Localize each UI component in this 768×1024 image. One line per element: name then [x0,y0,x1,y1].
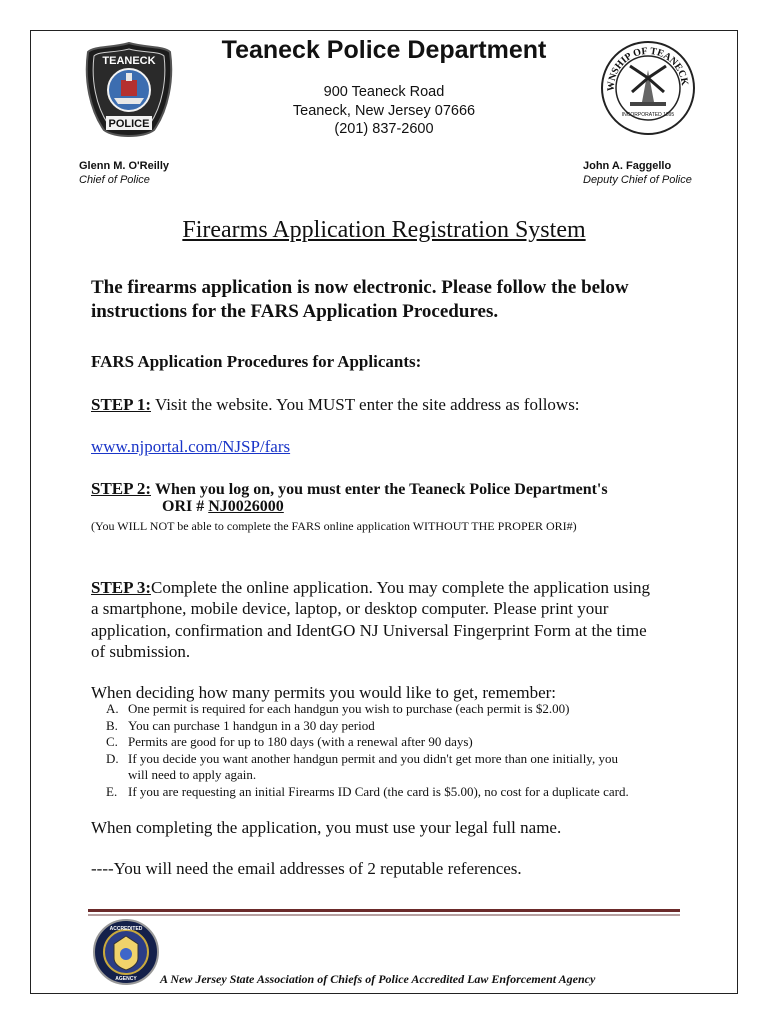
step-2 [91,479,731,499]
step-3-text: Complete the online application. You may complete the application using [151,578,651,597]
step-1-text: Visit the website. You MUST enter the site address as follows: [154,395,580,414]
list-item: E. If you are requesting an initial Firearms ID Card (the card is $5.00), no cost for a duplicate card. [106,783,629,799]
accreditation-seal [92,918,160,986]
phone-number: (201) 837-2600 [334,121,434,137]
ori-note: (You WILL NOT be able to complete the FARS online application WITHOUT THE PROPER ORI#) [91,519,577,533]
step-2-text: When you log on, you must enter the Teaneck Police Department's [155,481,608,498]
permits-list [106,701,706,800]
legal-name-note: When completing the application, you must use your legal full name. [91,818,562,837]
list-item: will need to apply again. [128,767,257,782]
list-item: A. One permit is required for each handgun you wish to purchase (each permit is $2.00) [106,701,570,716]
ori-value: NJ0026000 [208,498,284,515]
badge-bottom-text: POLICE [108,118,150,130]
step-1-label: STEP 1: [91,395,151,414]
chief-title: Chief of Police [79,174,150,186]
step-3-line-4: of submission. [91,642,191,661]
seal-inner-text: INCORPORATED 1895 [621,112,675,118]
seal-top-text: ACCREDITED [109,926,143,932]
seal-text: WNSHIP OF TEANECK [605,45,691,92]
step-3-line-1 [91,578,731,598]
intro-line-2: instructions for the FARS Application Procedures. [91,301,499,322]
document-title: Firearms Application Registration System [182,217,586,243]
references-note: ----You will need the email addresses of 2 reputable references. [91,859,522,878]
badge-top-text: TEANECK [102,55,156,67]
procedures-heading: FARS Application Procedures for Applicants: [91,352,422,371]
step-1 [91,395,711,415]
list-item: C. Permits are good for up to 180 days (with a renewal after 90 days) [106,734,473,749]
footer-rule [88,909,680,912]
intro-line-1: The firearms application is now electronic. Please follow the below [91,277,629,298]
list-item: D. If you decide you want another handgun permit and you didn't get more than one initially, you [106,750,618,766]
address-line-1: 900 Teaneck Road [323,84,445,100]
step-3-label: STEP 3: [91,578,151,597]
footer-rule-light [88,914,680,916]
department-name: Teaneck Police Department [221,36,547,64]
fars-website-link[interactable]: www.njportal.com/NJSP/fars [91,437,291,456]
permits-intro: When deciding how many permits you would like to get, remember: [91,683,557,702]
footer-text: A New Jersey State Association of Chiefs of Police Accredited Law Enforcement Agency [160,972,596,986]
step-2-label: STEP 2: [91,479,151,498]
step-3-line-3: application, confirmation and IdentGO NJ Universal Fingerprint Form at the time [91,621,647,640]
list-item: B. You can purchase 1 handgun in a 30 day period [106,717,375,733]
ori-number [162,498,284,516]
seal-bottom-text: AGENCY [115,976,137,982]
ori-prefix: ORI # [162,498,209,515]
step-3-line-2: a smartphone, mobile device, laptop, or desktop computer. Please print your [91,599,609,618]
deputy-name: John A. Faggello [583,160,672,172]
deputy-title: Deputy Chief of Police [583,174,692,186]
address-line-2: Teaneck, New Jersey 07666 [292,103,476,119]
chief-name: Glenn M. O'Reilly [79,160,170,172]
